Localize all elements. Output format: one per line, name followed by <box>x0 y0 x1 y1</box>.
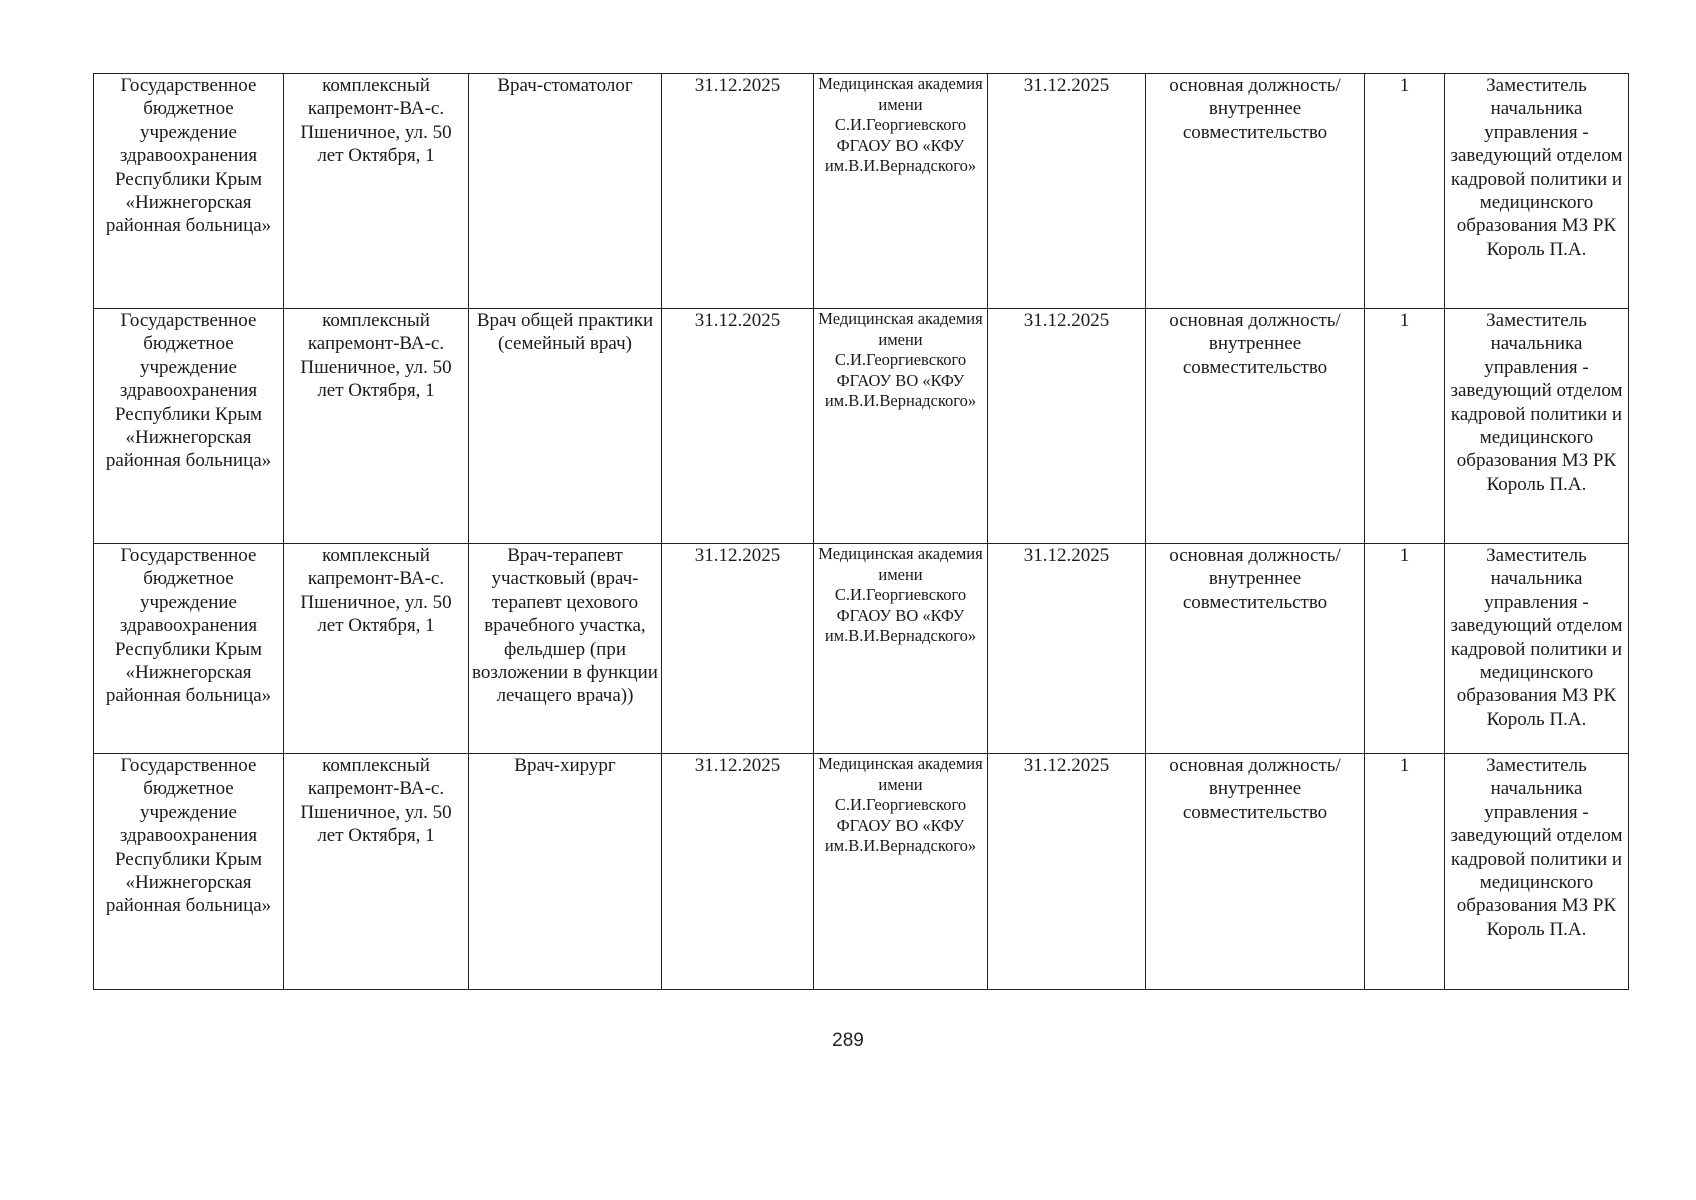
date-cell: 31.12.2025 <box>988 544 1146 754</box>
table-row <box>94 309 1629 544</box>
date-cell: 31.12.2025 <box>662 74 814 309</box>
institution-cell: Медицинская академия имени С.И.Георгиевского ФГАОУ ВО «КФУ им.В.И.Вернадского» <box>814 754 988 990</box>
institution-cell: Медицинская академия имени С.И.Георгиевского ФГАОУ ВО «КФУ им.В.И.Вернадского» <box>814 309 988 544</box>
count-cell: 1 <box>1365 754 1445 990</box>
employment-cell: основная должность/ внутреннее совместительство <box>1146 74 1365 309</box>
responsible-cell: Заместитель начальника управления - заведующий отделом кадровой политики и медицинского образования МЗ РК Король П.А. <box>1445 544 1629 754</box>
date-cell: 31.12.2025 <box>988 309 1146 544</box>
position-cell: Врач-стоматолог <box>469 74 662 309</box>
table-row <box>94 544 1629 754</box>
staffing-table <box>93 73 1629 990</box>
date-cell: 31.12.2025 <box>662 754 814 990</box>
position-cell: Врач-хирург <box>469 754 662 990</box>
employment-cell: основная должность/ внутреннее совместительство <box>1146 754 1365 990</box>
page-number: 289 <box>832 1030 864 1051</box>
table-row <box>94 754 1629 990</box>
date-cell: 31.12.2025 <box>662 544 814 754</box>
organization-cell: Государственное бюджетное учреждение здравоохранения Республики Крым «Нижнегорская районная больница» <box>94 74 284 309</box>
responsible-cell: Заместитель начальника управления - заведующий отделом кадровой политики и медицинского образования МЗ РК Король П.А. <box>1445 309 1629 544</box>
organization-cell: Государственное бюджетное учреждение здравоохранения Республики Крым «Нижнегорская районная больница» <box>94 544 284 754</box>
date-cell: 31.12.2025 <box>988 74 1146 309</box>
count-cell: 1 <box>1365 544 1445 754</box>
employment-cell: основная должность/ внутреннее совместительство <box>1146 309 1365 544</box>
position-cell: Врач-терапевт участковый (врач-терапевт цехового врачебного участка, фельдшер (при возложении в функции лечащего врача)) <box>469 544 662 754</box>
date-cell: 31.12.2025 <box>662 309 814 544</box>
object-cell: комплексный капремонт-ВА-с. Пшеничное, ул. 50 лет Октября, 1 <box>284 309 469 544</box>
object-cell: комплексный капремонт-ВА-с. Пшеничное, ул. 50 лет Октября, 1 <box>284 544 469 754</box>
organization-cell: Государственное бюджетное учреждение здравоохранения Республики Крым «Нижнегорская районная больница» <box>94 309 284 544</box>
responsible-cell: Заместитель начальника управления - заведующий отделом кадровой политики и медицинского образования МЗ РК Король П.А. <box>1445 74 1629 309</box>
date-cell: 31.12.2025 <box>988 754 1146 990</box>
responsible-cell: Заместитель начальника управления - заведующий отделом кадровой политики и медицинского образования МЗ РК Король П.А. <box>1445 754 1629 990</box>
count-cell: 1 <box>1365 74 1445 309</box>
object-cell: комплексный капремонт-ВА-с. Пшеничное, ул. 50 лет Октября, 1 <box>284 754 469 990</box>
institution-cell: Медицинская академия имени С.И.Георгиевского ФГАОУ ВО «КФУ им.В.И.Вернадского» <box>814 74 988 309</box>
object-cell: комплексный капремонт-ВА-с. Пшеничное, ул. 50 лет Октября, 1 <box>284 74 469 309</box>
table-row <box>94 74 1629 309</box>
employment-cell: основная должность/ внутреннее совместительство <box>1146 544 1365 754</box>
institution-cell: Медицинская академия имени С.И.Георгиевского ФГАОУ ВО «КФУ им.В.И.Вернадского» <box>814 544 988 754</box>
position-cell: Врач общей практики (семейный врач) <box>469 309 662 544</box>
count-cell: 1 <box>1365 309 1445 544</box>
organization-cell: Государственное бюджетное учреждение здравоохранения Республики Крым «Нижнегорская районная больница» <box>94 754 284 990</box>
